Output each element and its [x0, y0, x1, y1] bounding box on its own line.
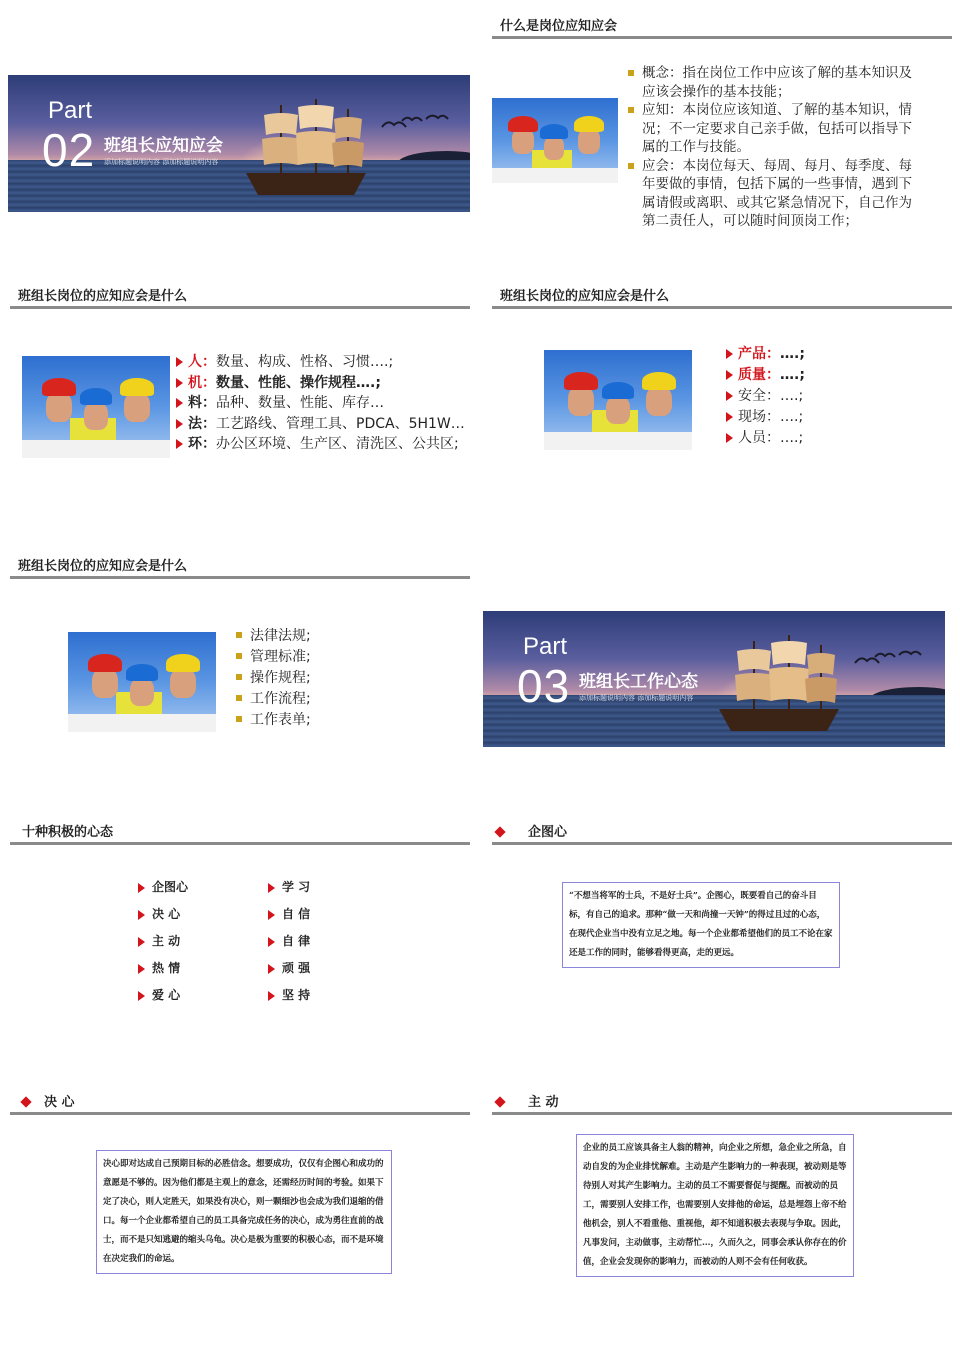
part-title: 班组长工作心态 — [579, 672, 698, 692]
slide-determination — [0, 1076, 470, 1336]
list-item: 料：品种、数量、性能、库存… — [176, 393, 468, 414]
slide-title: 主 动 — [528, 1095, 559, 1110]
slide-part-03 — [475, 536, 945, 796]
slide-header — [10, 816, 470, 845]
elements-list — [176, 352, 468, 455]
list-item: 安全：….; — [726, 386, 926, 407]
diamond-icon — [20, 1096, 31, 1107]
slide-header — [492, 1086, 952, 1115]
part-label: Part — [523, 633, 568, 660]
list-item: 爱 心 — [138, 982, 188, 1009]
slide-title: 班组长岗位的应知应会是什么 — [18, 559, 188, 574]
part-subtitle: 添加标题说明内容 添加标题说明内容 — [579, 694, 694, 702]
list-item: 热 情 — [138, 955, 188, 982]
slide-position-knowledge-1 — [0, 270, 470, 530]
list-item: 环：办公区环境、生产区、清洗区、公共区; — [176, 434, 468, 455]
slide-header — [10, 550, 470, 579]
slide-title: 企图心 — [528, 825, 568, 840]
attitudes-left-list — [138, 874, 188, 1009]
workers-photo — [68, 632, 216, 732]
part-title: 班组长应知应会 — [104, 136, 223, 156]
diamond-icon — [494, 826, 505, 837]
attitudes-right-list — [268, 874, 310, 1009]
ship-banner — [8, 75, 470, 212]
list-item: 顽 强 — [268, 955, 310, 982]
slide-header — [10, 1086, 470, 1115]
ship-banner — [483, 611, 945, 747]
list-item: 应知：本岗位应该知道、了解的基本知识，情况；不一定要求自己亲手做，包括可以指导下属的工作与技能。 — [628, 101, 924, 157]
concept-list — [628, 64, 924, 231]
list-item: 法：工艺路线、管理工具、PDCA、5H1W… — [176, 414, 468, 435]
slide-ambition — [482, 806, 952, 1066]
list-item: 决 心 — [138, 901, 188, 928]
diamond-icon — [494, 1096, 505, 1107]
slide-ten-attitudes — [0, 806, 470, 1066]
list-item: 自 律 — [268, 928, 310, 955]
slide-what-is-knowledge — [482, 0, 952, 260]
seagulls-icon — [380, 111, 450, 135]
slide-position-knowledge-3 — [0, 540, 470, 800]
list-item: 现场：….; — [726, 407, 926, 428]
ambition-text-box: “不想当将军的士兵，不是好士兵”。企图心，既要看自己的奋斗目标，有自己的追求。那种“做一天和尚撞一天钟”的得过且过的心态，在现代企业当中没有立足之地。每一个企业都希望他们的员工不论在家还是工作的同时，能够看得更高，走的更远。 — [562, 882, 840, 968]
standards-list — [236, 626, 436, 731]
list-item: 主 动 — [138, 928, 188, 955]
slide-header — [492, 280, 952, 309]
sailing-ship-icon — [236, 95, 386, 205]
slide-header — [10, 280, 470, 309]
slide-title: 十种积极的心态 — [22, 825, 114, 840]
list-item: 坚 持 — [268, 982, 310, 1009]
sailing-ship-icon — [709, 631, 859, 741]
initiative-text-box: 企业的员工应该具备主人翁的精神，向企业之所想，急企业之所急，自动自发的为企业排忧解难。主动是产生影响力的一种表现，被动则是等待别人对其产生影响力。主动的员工不需要督促与提醒。而被动的员工，需要别人安排工作，也需要别人安排他的命运，总是埋怨上帝不给他机会，别人不看重他、重视他，却不知道积极去表现与争取。因此，凡事发问，主动做事，主动帮忙…，久而久之，同事会承认你存在的价值，企业会发现你的影响力，而被动的人则不会有任何收获。 — [576, 1134, 854, 1277]
seagulls-icon — [853, 647, 923, 671]
list-item: 管理标准; — [236, 647, 436, 668]
list-item: 概念：指在岗位工作中应该了解的基本知识及应该会操作的基本技能； — [628, 64, 924, 101]
list-item: 工作流程; — [236, 689, 436, 710]
list-item: 企图心 — [138, 874, 188, 901]
duties-list — [726, 344, 926, 449]
slide-header — [492, 816, 952, 845]
list-item: 工作表单; — [236, 710, 436, 731]
workers-photo — [544, 350, 692, 450]
workers-photo — [492, 98, 618, 183]
workers-photo — [22, 356, 170, 458]
list-item: 产品：….; — [726, 344, 926, 365]
list-item: 应会：本岗位每天、每周、每月、每季度、每年要做的事情，包括下属的一些事情，遇到下属请假或离职、或其它紧急情况下，自己作为第二责任人，可以随时间顶岗工作； — [628, 157, 924, 231]
list-item: 人员：….; — [726, 428, 926, 449]
slide-initiative — [482, 1076, 952, 1352]
part-number: 02 — [42, 124, 96, 176]
list-item: 学 习 — [268, 874, 310, 901]
slide-title: 班组长岗位的应知应会是什么 — [500, 289, 670, 304]
slide-title: 决 心 — [44, 1095, 75, 1110]
slide-title: 什么是岗位应知应会 — [500, 19, 618, 34]
list-item: 机：数量、性能、操作规程….; — [176, 373, 468, 394]
slide-part-02 — [0, 0, 470, 260]
determination-text-box: 决心即对达成自己预期目标的必胜信念。想要成功，仅仅有企图心和成功的意愿是不够的。因为他们都是主观上的意念，还需经历时间的考验。如果下定了决心，则人定胜天，如果没有决心，则一颗细沙也会成为我们退缩的借口。每一个企业都希望自己的员工具备完成任务的决心，成为勇往直前的战士，而不是只知逃避的缩头乌龟。决心是极为重要的积极心态，而不是环境在决定我们的命运。 — [96, 1150, 392, 1274]
slide-position-knowledge-2 — [482, 270, 952, 530]
slide-title: 班组长岗位的应知应会是什么 — [18, 289, 188, 304]
list-item: 人：数量、构成、性格、习惯….; — [176, 352, 468, 373]
part-number: 03 — [517, 660, 571, 712]
part-subtitle: 添加标题说明内容 添加标题说明内容 — [104, 158, 219, 166]
list-item: 质量：….; — [726, 365, 926, 386]
list-item: 法律法规; — [236, 626, 436, 647]
list-item: 操作规程; — [236, 668, 436, 689]
part-label: Part — [48, 97, 93, 124]
list-item: 自 信 — [268, 901, 310, 928]
slide-header — [492, 10, 952, 39]
